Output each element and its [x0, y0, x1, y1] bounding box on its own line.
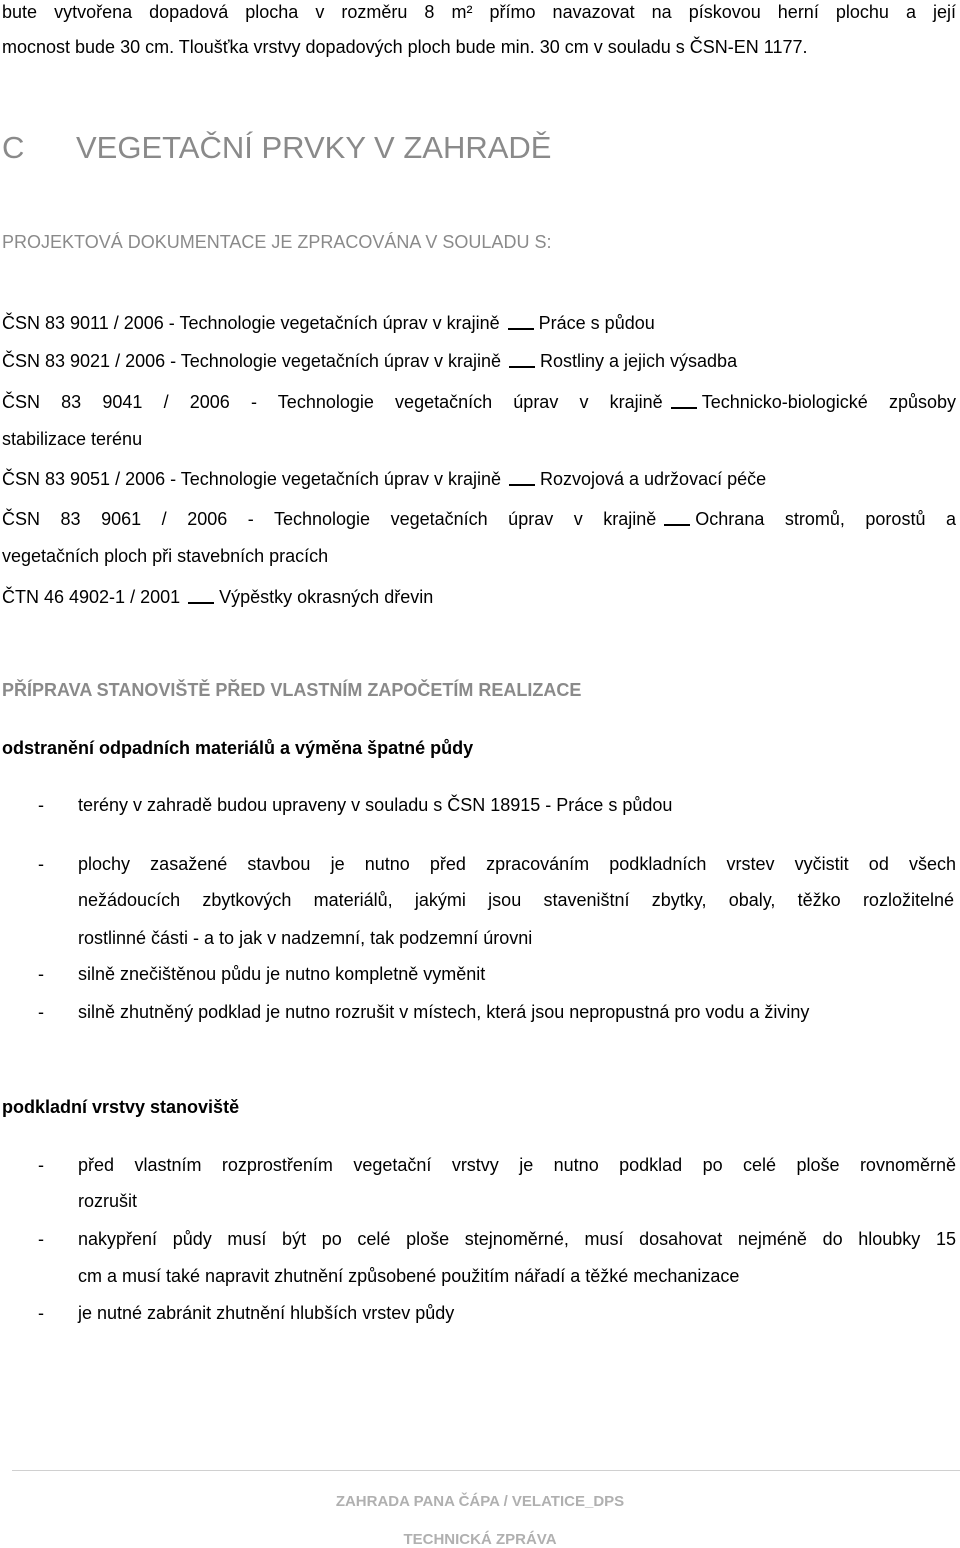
standard-item — [2, 350, 737, 372]
standard-continuation: vegetačních ploch při stavebních pracích — [2, 546, 329, 566]
section-letter: C — [2, 130, 25, 165]
bullet-dash: - — [38, 1229, 44, 1249]
list-item — [2, 1001, 956, 1023]
standard-topic: Technicko-biologické způsoby — [701, 392, 956, 412]
list-item-text: terény v zahradě budou upraveny v souladu s ČSN 18915 - Práce s půdou — [78, 795, 673, 815]
standard-topic: Ochrana stromů, porostů a — [695, 509, 956, 529]
list-item — [2, 794, 956, 816]
preparation-heading: PŘÍPRAVA STANOVIŠTĚ PŘED VLASTNÍM ZAPOČETÍM REALIZACE — [2, 680, 582, 700]
list-item-continuation: cm a musí také napravit zhutnění způsobené použitím nářadí a těžké mechanizace — [78, 1266, 740, 1286]
standard-code: ČSN 83 9041 / 2006 - Technologie vegetačních úprav v krajině — [2, 392, 663, 412]
standard-topic: Rostliny a jejich výsadba — [539, 351, 738, 371]
list-item-text: nakypření půdy musí být po celé ploše stejnoměrné, musí dosahovat nejméně do hloubky 15 — [78, 1229, 956, 1249]
bullet-dash: - — [38, 1155, 44, 1175]
list-item-text: před vlastním rozprostřením vegetační vrstvy je nutno podklad po celé ploše rovnoměrně — [78, 1155, 956, 1175]
bullet-dash: - — [38, 1002, 44, 1022]
list-item — [2, 963, 956, 985]
standard-item — [2, 312, 655, 334]
dash-separator — [509, 484, 535, 487]
dash-separator — [671, 407, 697, 410]
bullet-dash: - — [38, 1303, 44, 1323]
bullet-dash: - — [38, 964, 44, 984]
section-heading — [2, 128, 551, 168]
list-item-continuation: rozrušit — [78, 1191, 138, 1211]
dash-separator — [188, 602, 214, 605]
standard-item — [2, 508, 956, 530]
bullet-dash: - — [38, 854, 44, 874]
intro-line-2: mocnost bude 30 cm. Tloušťka vrstvy dopadových ploch bude min. 30 cm v souladu s ČSN-EN 1177. — [2, 37, 808, 57]
group2-heading: podkladní vrstvy stanoviště — [2, 1097, 240, 1117]
list-item-continuation: rostlinné části - a to jak v nadzemní, tak podzemní úrovni — [78, 928, 533, 948]
dash-separator — [508, 328, 534, 331]
list-item-text: silně znečištěnou půdu je nutno kompletně vyměnit — [78, 964, 486, 984]
list-item-text: plochy zasažené stavbou je nutno před zpracováním podkladních vrstev vyčistit od všech — [78, 854, 956, 874]
list-item-continuation: nežádoucích zbytkových materiálů, jakými jsou staveništní zbytky, obaly, těžko rozložitelné — [78, 890, 954, 910]
standard-item — [2, 391, 956, 413]
section-title: VEGETAČNÍ PRVKY V ZAHRADĚ — [76, 130, 552, 165]
standard-item — [2, 586, 433, 608]
list-item — [2, 1228, 956, 1250]
list-item-text: silně zhutněný podklad je nutno rozrušit v místech, která jsou nepropustná pro vodu a živiny — [78, 1002, 810, 1022]
intro-line-1: bute vytvořena dopadová plocha v rozměru 8 m² přímo navazovat na pískovou herní plochu a její — [2, 2, 956, 22]
standard-code: ČSN 83 9011 / 2006 - Technologie vegetačních úprav v krajině — [2, 313, 500, 333]
dash-separator — [664, 524, 690, 527]
list-item-text: je nutné zabránit zhutnění hlubších vrstev půdy — [78, 1303, 455, 1323]
standard-topic: Rozvojová a udržovací péče — [539, 469, 767, 489]
standard-code: ČTN 46 4902-1 / 2001 — [2, 587, 181, 607]
standard-continuation: stabilizace terénu — [2, 429, 143, 449]
list-item — [2, 1154, 956, 1176]
standard-topic: Práce s půdou — [538, 313, 655, 333]
list-item — [2, 1302, 956, 1324]
standard-code: ČSN 83 9051 / 2006 - Technologie vegetačních úprav v krajině — [2, 469, 501, 489]
standard-code: ČSN 83 9021 / 2006 - Technologie vegetačních úprav v krajině — [2, 351, 501, 371]
footer-doc-title: TECHNICKÁ ZPRÁVA — [403, 1531, 557, 1548]
standard-code: ČSN 83 9061 / 2006 - Technologie vegetačních úprav v krajině — [2, 509, 657, 529]
bullet-dash: - — [38, 795, 44, 815]
group1-heading: odstranění odpadních materiálů a výměna špatné půdy — [2, 738, 474, 758]
standard-item — [2, 468, 766, 490]
footer-divider — [12, 1470, 960, 1471]
section-subtitle: PROJEKTOVÁ DOKUMENTACE JE ZPRACOVÁNA V SOULADU S: — [2, 232, 552, 252]
list-item — [2, 853, 956, 875]
footer-project: ZAHRADA PANA ČÁPA / VELATICE_DPS — [335, 1493, 625, 1510]
standard-topic: Výpěstky okrasných dřevin — [219, 587, 434, 607]
dash-separator — [509, 366, 535, 369]
